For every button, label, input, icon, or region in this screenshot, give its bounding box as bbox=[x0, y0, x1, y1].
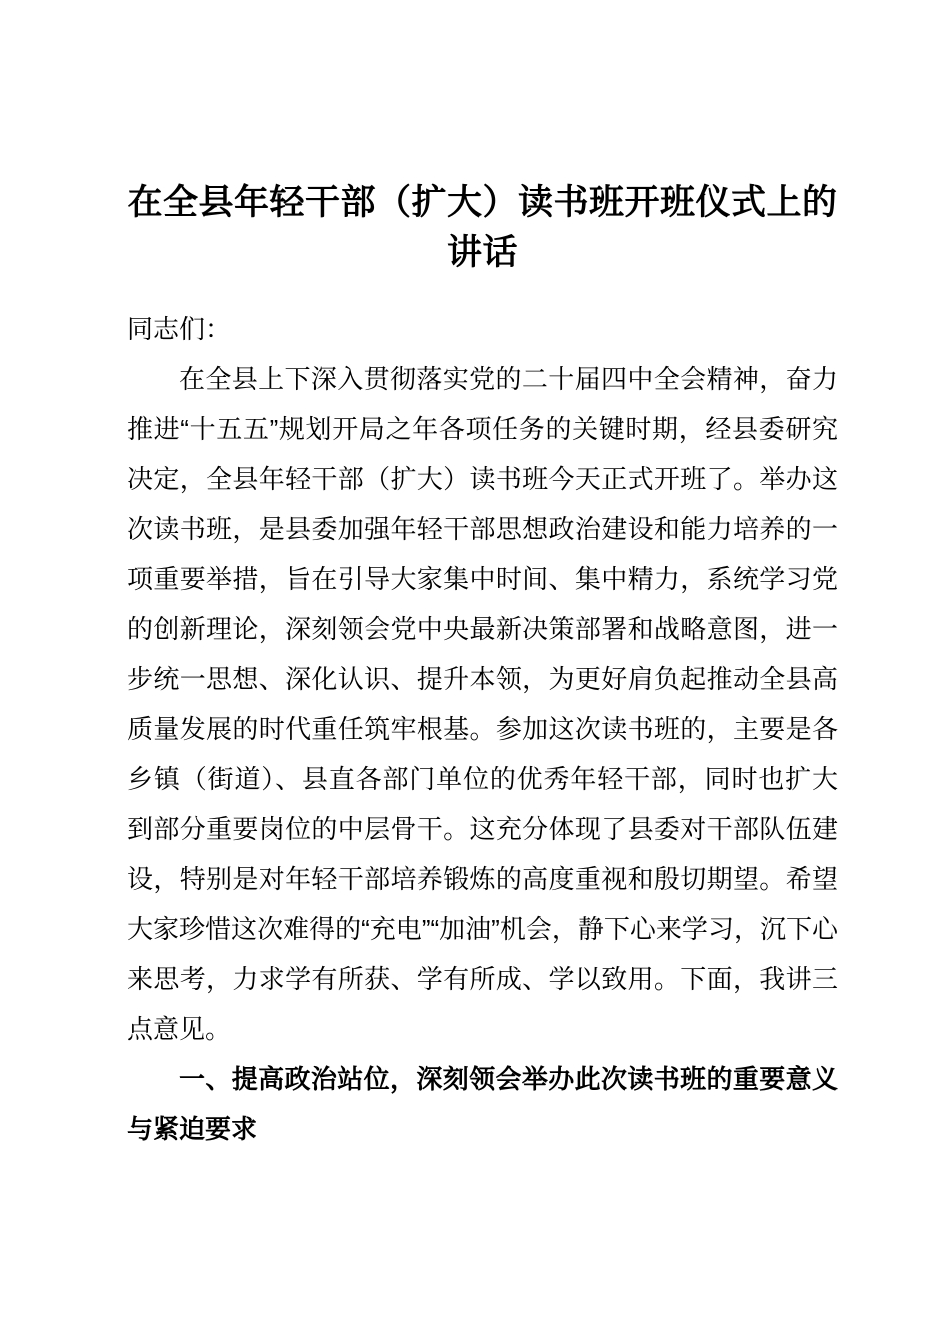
body-paragraph: 在全县上下深入贯彻落实党的二十届四中全会精神，奋力推进“十五五”规划开局之年各项任务的关键时期，经县委研究决定，全县年轻干部（扩大）读书班今天正式开班了。举办这次读书班，是县委加强年轻干部思想政治建设和能力培养的一项重要举措，旨在引导大家集中时间、集中精力，系统学习党的创新理论，深刻领会党中央最新决策部署和战略意图，进一步统一思想、深化认识、提升本领，为更好肩负起推动全县高质量发展的时代重任筑牢根基。参加这次读书班的，主要是各乡镇（街道）、县直各部门单位的优秀年轻干部，同时也扩大到部分重要岗位的中层骨干。这充分体现了县委对干部队伍建设，特别是对年轻干部培养锻炼的高度重视和殷切期望。希望大家珍惜这次难得的“充电”“加油”机会，静下心来学习，沉下心来思考，力求学有所获、学有所成、学以致用。下面，我讲三点意见。 bbox=[127, 364, 838, 1044]
document-title: 在全县年轻干部（扩大）读书班开班仪式上的讲话 bbox=[127, 183, 838, 272]
document-content bbox=[0, 178, 950, 1154]
salutation-line: 同志们： bbox=[127, 314, 232, 344]
section-heading-1: 一、提高政治站位，深刻领会举办此次读书班的重要意义与紧迫要求 bbox=[127, 1064, 838, 1144]
